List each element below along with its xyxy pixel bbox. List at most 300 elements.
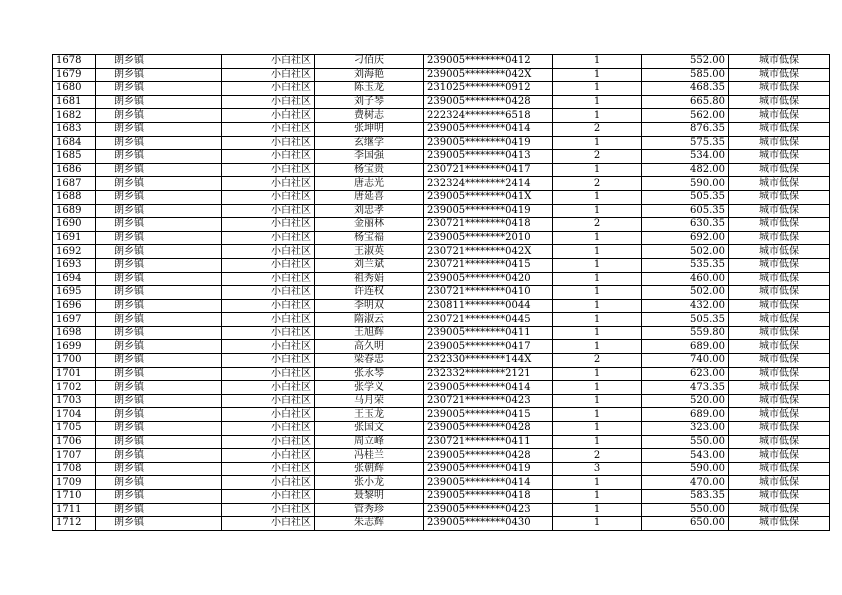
table-row (53, 55, 830, 69)
cell-community: 小白社区 (222, 258, 315, 272)
cell-number: 1699 (53, 340, 96, 354)
cell-town: 朗乡镇 (96, 517, 222, 531)
cell-town: 朗乡镇 (96, 381, 222, 395)
cell-amount: 689.00 (642, 340, 729, 354)
cell-number: 1707 (53, 449, 96, 463)
table-row (53, 68, 830, 82)
cell-town: 朗乡镇 (96, 55, 222, 69)
cell-id-number: 239005********2010 (424, 231, 553, 245)
cell-name: 李明双 (315, 299, 424, 313)
cell-name: 张小龙 (315, 476, 424, 490)
cell-number: 1689 (53, 204, 96, 218)
cell-town: 朗乡镇 (96, 462, 222, 476)
cell-household-count: 2 (553, 449, 642, 463)
cell-id-number: 239005********0428 (424, 422, 553, 436)
cell-id-number: 239005********0412 (424, 55, 553, 69)
cell-aid-type: 城市低保 (729, 490, 830, 504)
cell-town: 朗乡镇 (96, 490, 222, 504)
cell-household-count: 1 (553, 231, 642, 245)
data-table (52, 54, 830, 531)
cell-community: 小白社区 (222, 231, 315, 245)
cell-town: 朗乡镇 (96, 122, 222, 136)
cell-community: 小白社区 (222, 68, 315, 82)
cell-aid-type: 城市低保 (729, 68, 830, 82)
cell-town: 朗乡镇 (96, 177, 222, 191)
cell-aid-type: 城市低保 (729, 408, 830, 422)
cell-community: 小白社区 (222, 313, 315, 327)
table-row (53, 258, 830, 272)
cell-number: 1706 (53, 435, 96, 449)
cell-amount: 665.80 (642, 95, 729, 109)
cell-community: 小白社区 (222, 245, 315, 259)
cell-aid-type: 城市低保 (729, 204, 830, 218)
cell-town: 朗乡镇 (96, 218, 222, 232)
cell-amount: 650.00 (642, 517, 729, 531)
cell-aid-type: 城市低保 (729, 163, 830, 177)
cell-number: 1694 (53, 272, 96, 286)
cell-amount: 605.35 (642, 204, 729, 218)
cell-household-count: 1 (553, 517, 642, 531)
cell-name: 张国文 (315, 422, 424, 436)
cell-id-number: 239005********0414 (424, 381, 553, 395)
cell-aid-type: 城市低保 (729, 55, 830, 69)
cell-name: 马月荣 (315, 394, 424, 408)
cell-amount: 323.00 (642, 422, 729, 436)
cell-town: 朗乡镇 (96, 354, 222, 368)
cell-community: 小白社区 (222, 408, 315, 422)
table-row (53, 354, 830, 368)
cell-number: 1679 (53, 68, 96, 82)
cell-town: 朗乡镇 (96, 258, 222, 272)
cell-community: 小白社区 (222, 286, 315, 300)
cell-aid-type: 城市低保 (729, 449, 830, 463)
cell-name: 高久明 (315, 340, 424, 354)
cell-number: 1701 (53, 367, 96, 381)
cell-amount: 505.35 (642, 313, 729, 327)
cell-amount: 520.00 (642, 394, 729, 408)
table-row (53, 136, 830, 150)
cell-amount: 623.00 (642, 367, 729, 381)
cell-id-number: 239005********0419 (424, 204, 553, 218)
cell-town: 朗乡镇 (96, 231, 222, 245)
table-row (53, 204, 830, 218)
cell-number: 1698 (53, 326, 96, 340)
cell-aid-type: 城市低保 (729, 245, 830, 259)
cell-town: 朗乡镇 (96, 190, 222, 204)
cell-id-number: 239005********0418 (424, 490, 553, 504)
cell-id-number: 239005********0428 (424, 95, 553, 109)
table-row (53, 367, 830, 381)
cell-id-number: 230721********0417 (424, 163, 553, 177)
cell-id-number: 239005********0419 (424, 136, 553, 150)
cell-aid-type: 城市低保 (729, 299, 830, 313)
cell-number: 1712 (53, 517, 96, 531)
cell-id-number: 232332********2121 (424, 367, 553, 381)
cell-town: 朗乡镇 (96, 299, 222, 313)
cell-number: 1683 (53, 122, 96, 136)
cell-name: 费树志 (315, 109, 424, 123)
cell-community: 小白社区 (222, 136, 315, 150)
table-row (53, 381, 830, 395)
cell-name: 张朝辉 (315, 462, 424, 476)
cell-id-number: 230721********042X (424, 245, 553, 259)
cell-town: 朗乡镇 (96, 163, 222, 177)
cell-town: 朗乡镇 (96, 408, 222, 422)
table-row (53, 299, 830, 313)
cell-name: 陈玉龙 (315, 82, 424, 96)
cell-amount: 468.35 (642, 82, 729, 96)
cell-community: 小白社区 (222, 299, 315, 313)
cell-id-number: 230721********0423 (424, 394, 553, 408)
cell-number: 1702 (53, 381, 96, 395)
cell-community: 小白社区 (222, 503, 315, 517)
cell-number: 1678 (53, 55, 96, 69)
cell-number: 1693 (53, 258, 96, 272)
cell-town: 朗乡镇 (96, 245, 222, 259)
cell-amount: 550.00 (642, 503, 729, 517)
cell-household-count: 1 (553, 381, 642, 395)
table-row (53, 231, 830, 245)
cell-amount: 559.80 (642, 326, 729, 340)
cell-community: 小白社区 (222, 517, 315, 531)
cell-amount: 585.00 (642, 68, 729, 82)
cell-aid-type: 城市低保 (729, 231, 830, 245)
cell-id-number: 239005********0415 (424, 408, 553, 422)
cell-id-number: 230721********0410 (424, 286, 553, 300)
cell-community: 小白社区 (222, 163, 315, 177)
cell-household-count: 1 (553, 313, 642, 327)
cell-household-count: 1 (553, 136, 642, 150)
cell-aid-type: 城市低保 (729, 258, 830, 272)
table-row (53, 394, 830, 408)
cell-name: 冯桂兰 (315, 449, 424, 463)
cell-amount: 575.35 (642, 136, 729, 150)
cell-number: 1704 (53, 408, 96, 422)
cell-number: 1692 (53, 245, 96, 259)
cell-community: 小白社区 (222, 340, 315, 354)
cell-community: 小白社区 (222, 109, 315, 123)
cell-household-count: 1 (553, 299, 642, 313)
cell-community: 小白社区 (222, 462, 315, 476)
cell-community: 小白社区 (222, 122, 315, 136)
cell-community: 小白社区 (222, 422, 315, 436)
cell-id-number: 239005********042X (424, 68, 553, 82)
cell-id-number: 239005********0428 (424, 449, 553, 463)
cell-town: 朗乡镇 (96, 68, 222, 82)
cell-amount: 689.00 (642, 408, 729, 422)
cell-id-number: 239005********0414 (424, 476, 553, 490)
cell-household-count: 2 (553, 150, 642, 164)
cell-aid-type: 城市低保 (729, 95, 830, 109)
cell-household-count: 1 (553, 190, 642, 204)
table-row (53, 245, 830, 259)
cell-community: 小白社区 (222, 476, 315, 490)
cell-id-number: 239005********0423 (424, 503, 553, 517)
cell-community: 小白社区 (222, 490, 315, 504)
cell-aid-type: 城市低保 (729, 462, 830, 476)
cell-id-number: 230811********0044 (424, 299, 553, 313)
cell-community: 小白社区 (222, 177, 315, 191)
cell-number: 1691 (53, 231, 96, 245)
cell-amount: 876.35 (642, 122, 729, 136)
cell-aid-type: 城市低保 (729, 340, 830, 354)
cell-household-count: 1 (553, 55, 642, 69)
table-row (53, 408, 830, 422)
cell-aid-type: 城市低保 (729, 476, 830, 490)
cell-name: 刘子琴 (315, 95, 424, 109)
cell-town: 朗乡镇 (96, 476, 222, 490)
cell-id-number: 230721********0411 (424, 435, 553, 449)
cell-amount: 432.00 (642, 299, 729, 313)
cell-household-count: 1 (553, 204, 642, 218)
cell-name: 祖秀娟 (315, 272, 424, 286)
table-row (53, 177, 830, 191)
cell-number: 1711 (53, 503, 96, 517)
cell-name: 金丽林 (315, 218, 424, 232)
cell-name: 隋淑云 (315, 313, 424, 327)
table-row (53, 163, 830, 177)
cell-name: 张坤明 (315, 122, 424, 136)
cell-community: 小白社区 (222, 82, 315, 96)
cell-household-count: 1 (553, 109, 642, 123)
cell-community: 小白社区 (222, 449, 315, 463)
table-row (53, 286, 830, 300)
cell-town: 朗乡镇 (96, 109, 222, 123)
cell-town: 朗乡镇 (96, 95, 222, 109)
cell-aid-type: 城市低保 (729, 109, 830, 123)
cell-name: 王玉龙 (315, 408, 424, 422)
cell-name: 刘海艳 (315, 68, 424, 82)
cell-household-count: 2 (553, 177, 642, 191)
cell-town: 朗乡镇 (96, 326, 222, 340)
cell-household-count: 1 (553, 286, 642, 300)
cell-amount: 583.35 (642, 490, 729, 504)
cell-household-count: 1 (553, 68, 642, 82)
cell-name: 王淑英 (315, 245, 424, 259)
table-row (53, 218, 830, 232)
cell-number: 1681 (53, 95, 96, 109)
cell-amount: 470.00 (642, 476, 729, 490)
cell-household-count: 1 (553, 258, 642, 272)
cell-amount: 550.00 (642, 435, 729, 449)
cell-name: 刁佰庆 (315, 55, 424, 69)
cell-household-count: 1 (553, 490, 642, 504)
cell-number: 1705 (53, 422, 96, 436)
cell-id-number: 232324********2414 (424, 177, 553, 191)
cell-number: 1695 (53, 286, 96, 300)
cell-aid-type: 城市低保 (729, 136, 830, 150)
cell-number: 1690 (53, 218, 96, 232)
table-row (53, 150, 830, 164)
cell-aid-type: 城市低保 (729, 218, 830, 232)
cell-household-count: 1 (553, 435, 642, 449)
table-row (53, 122, 830, 136)
cell-id-number: 230721********0415 (424, 258, 553, 272)
cell-household-count: 1 (553, 95, 642, 109)
cell-name: 朱志辉 (315, 517, 424, 531)
cell-amount: 543.00 (642, 449, 729, 463)
cell-community: 小白社区 (222, 95, 315, 109)
cell-name: 周立峰 (315, 435, 424, 449)
cell-number: 1697 (53, 313, 96, 327)
cell-town: 朗乡镇 (96, 272, 222, 286)
cell-household-count: 1 (553, 503, 642, 517)
cell-household-count: 2 (553, 218, 642, 232)
cell-name: 张永琴 (315, 367, 424, 381)
cell-community: 小白社区 (222, 381, 315, 395)
table-row (53, 82, 830, 96)
cell-amount: 630.35 (642, 218, 729, 232)
cell-community: 小白社区 (222, 367, 315, 381)
cell-number: 1696 (53, 299, 96, 313)
cell-amount: 590.00 (642, 177, 729, 191)
cell-amount: 740.00 (642, 354, 729, 368)
cell-aid-type: 城市低保 (729, 82, 830, 96)
cell-aid-type: 城市低保 (729, 381, 830, 395)
cell-aid-type: 城市低保 (729, 367, 830, 381)
table-row (53, 109, 830, 123)
table-row (53, 476, 830, 490)
table-row (53, 435, 830, 449)
cell-household-count: 2 (553, 354, 642, 368)
cell-name: 玄继学 (315, 136, 424, 150)
cell-id-number: 231025********0912 (424, 82, 553, 96)
cell-town: 朗乡镇 (96, 286, 222, 300)
cell-id-number: 232330********144X (424, 354, 553, 368)
cell-id-number: 230721********0418 (424, 218, 553, 232)
cell-aid-type: 城市低保 (729, 313, 830, 327)
cell-household-count: 2 (553, 122, 642, 136)
cell-amount: 692.00 (642, 231, 729, 245)
cell-number: 1682 (53, 109, 96, 123)
cell-aid-type: 城市低保 (729, 150, 830, 164)
cell-household-count: 1 (553, 340, 642, 354)
cell-id-number: 222324********6518 (424, 109, 553, 123)
cell-id-number: 239005********041X (424, 190, 553, 204)
cell-aid-type: 城市低保 (729, 394, 830, 408)
cell-name: 张学义 (315, 381, 424, 395)
cell-household-count: 1 (553, 326, 642, 340)
cell-household-count: 1 (553, 422, 642, 436)
cell-community: 小白社区 (222, 435, 315, 449)
cell-number: 1684 (53, 136, 96, 150)
cell-name: 杨宝福 (315, 231, 424, 245)
cell-number: 1688 (53, 190, 96, 204)
cell-town: 朗乡镇 (96, 449, 222, 463)
cell-id-number: 239005********0413 (424, 150, 553, 164)
cell-aid-type: 城市低保 (729, 517, 830, 531)
cell-name: 杨宝贵 (315, 163, 424, 177)
table-row (53, 190, 830, 204)
cell-number: 1685 (53, 150, 96, 164)
cell-town: 朗乡镇 (96, 435, 222, 449)
cell-number: 1710 (53, 490, 96, 504)
cell-community: 小白社区 (222, 55, 315, 69)
cell-aid-type: 城市低保 (729, 422, 830, 436)
cell-aid-type: 城市低保 (729, 122, 830, 136)
cell-community: 小白社区 (222, 204, 315, 218)
table-row (53, 95, 830, 109)
cell-number: 1680 (53, 82, 96, 96)
cell-amount: 473.35 (642, 381, 729, 395)
cell-number: 1708 (53, 462, 96, 476)
cell-town: 朗乡镇 (96, 204, 222, 218)
cell-town: 朗乡镇 (96, 136, 222, 150)
cell-amount: 505.35 (642, 190, 729, 204)
cell-aid-type: 城市低保 (729, 190, 830, 204)
cell-town: 朗乡镇 (96, 422, 222, 436)
table-row (53, 449, 830, 463)
cell-household-count: 1 (553, 245, 642, 259)
table-row (53, 503, 830, 517)
cell-household-count: 1 (553, 476, 642, 490)
table-row (53, 313, 830, 327)
cell-name: 王旭辉 (315, 326, 424, 340)
cell-name: 聂黎明 (315, 490, 424, 504)
cell-name: 刘兰斌 (315, 258, 424, 272)
cell-id-number: 239005********0414 (424, 122, 553, 136)
cell-aid-type: 城市低保 (729, 286, 830, 300)
cell-id-number: 239005********0430 (424, 517, 553, 531)
cell-amount: 535.35 (642, 258, 729, 272)
cell-name: 刘忠孝 (315, 204, 424, 218)
cell-number: 1700 (53, 354, 96, 368)
cell-town: 朗乡镇 (96, 82, 222, 96)
cell-name: 唐延喜 (315, 190, 424, 204)
cell-id-number: 239005********0411 (424, 326, 553, 340)
cell-id-number: 239005********0420 (424, 272, 553, 286)
cell-town: 朗乡镇 (96, 503, 222, 517)
cell-aid-type: 城市低保 (729, 272, 830, 286)
cell-town: 朗乡镇 (96, 340, 222, 354)
cell-id-number: 239005********0417 (424, 340, 553, 354)
cell-number: 1687 (53, 177, 96, 191)
cell-amount: 460.00 (642, 272, 729, 286)
cell-amount: 502.00 (642, 286, 729, 300)
cell-household-count: 1 (553, 394, 642, 408)
cell-community: 小白社区 (222, 394, 315, 408)
table-row (53, 340, 830, 354)
cell-amount: 590.00 (642, 462, 729, 476)
cell-household-count: 3 (553, 462, 642, 476)
cell-aid-type: 城市低保 (729, 503, 830, 517)
cell-amount: 552.00 (642, 55, 729, 69)
cell-community: 小白社区 (222, 354, 315, 368)
cell-name: 许连权 (315, 286, 424, 300)
cell-town: 朗乡镇 (96, 150, 222, 164)
table-body (53, 55, 830, 531)
cell-number: 1703 (53, 394, 96, 408)
cell-household-count: 1 (553, 408, 642, 422)
cell-amount: 502.00 (642, 245, 729, 259)
table-row (53, 422, 830, 436)
cell-name: 管秀珍 (315, 503, 424, 517)
cell-id-number: 230721********0445 (424, 313, 553, 327)
cell-aid-type: 城市低保 (729, 177, 830, 191)
cell-amount: 562.00 (642, 109, 729, 123)
cell-aid-type: 城市低保 (729, 435, 830, 449)
cell-community: 小白社区 (222, 326, 315, 340)
table-row (53, 326, 830, 340)
cell-name: 唐志光 (315, 177, 424, 191)
table-row (53, 462, 830, 476)
cell-aid-type: 城市低保 (729, 326, 830, 340)
cell-id-number: 239005********0419 (424, 462, 553, 476)
cell-name: 梁春忠 (315, 354, 424, 368)
cell-community: 小白社区 (222, 150, 315, 164)
cell-town: 朗乡镇 (96, 367, 222, 381)
cell-community: 小白社区 (222, 218, 315, 232)
